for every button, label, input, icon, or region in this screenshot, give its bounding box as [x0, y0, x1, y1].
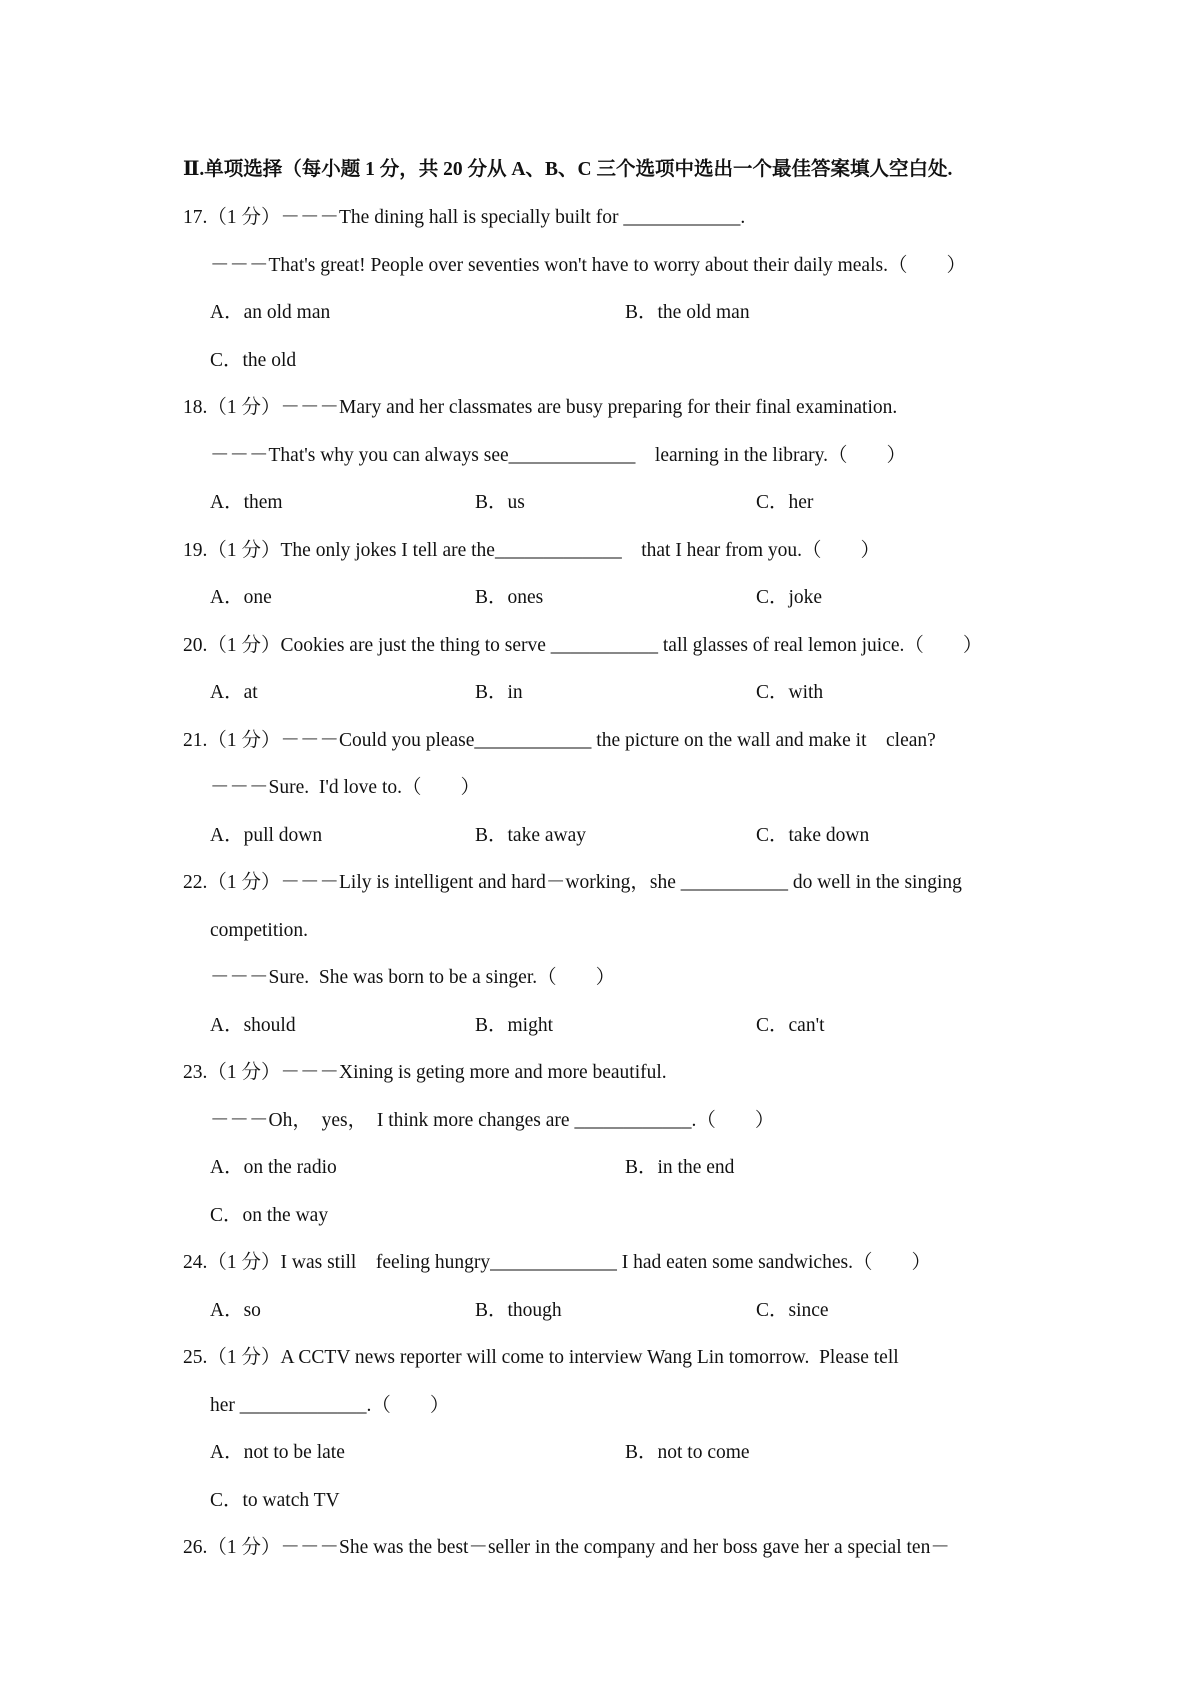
- question-text-after: I had eaten some sandwiches.（ ）: [616, 1252, 931, 1273]
- option-a: [210, 1014, 296, 1038]
- option-text: take away: [507, 824, 587, 846]
- option-text: though: [507, 1299, 562, 1321]
- question-21-line: [210, 776, 480, 800]
- option-letter: B．: [475, 682, 508, 703]
- option-letter: C．: [756, 1014, 789, 1036]
- option-b: [475, 824, 586, 848]
- option-letter: C．: [210, 1204, 243, 1226]
- option-text: might: [507, 1014, 554, 1036]
- question-number: 26.: [183, 1537, 208, 1558]
- option-text: an old man: [243, 302, 331, 323]
- question-17-line: [210, 254, 966, 278]
- option-text: should: [243, 1014, 296, 1036]
- option-text: joke: [788, 587, 823, 608]
- question-text-after: tall glasses of real lemon juice.（ ）: [658, 634, 983, 656]
- question-23-line: [183, 1061, 667, 1085]
- question-20-line: [183, 634, 982, 658]
- option-a: [210, 1441, 345, 1465]
- option-letter: C．: [756, 587, 789, 608]
- option-letter: C．: [756, 1299, 789, 1321]
- question-text: －－－Could you please: [280, 729, 475, 751]
- question-25-line: [183, 1346, 899, 1370]
- option-text: them: [243, 492, 283, 513]
- option-b: [625, 1441, 750, 1465]
- option-letter: A．: [210, 824, 244, 846]
- option-a: [210, 1299, 261, 1323]
- option-text: pull down: [243, 824, 323, 846]
- option-text: ones: [507, 587, 544, 608]
- question-text: her: [210, 1394, 240, 1416]
- option-a: [210, 1156, 337, 1180]
- question-score: （1 分）: [207, 397, 281, 418]
- question-22-line: [210, 966, 615, 990]
- option-text: on the radio: [243, 1157, 337, 1178]
- option-letter: C．: [210, 349, 243, 371]
- option-text: one: [243, 587, 272, 608]
- option-text: not to come: [657, 1442, 750, 1463]
- question-19-line: [183, 539, 880, 563]
- question-number: 21.: [183, 729, 208, 751]
- option-c: [756, 824, 869, 848]
- question-text: －－－Mary and her classmates are busy preparing for their final examination.: [280, 397, 898, 418]
- question-score: （1 分）: [207, 872, 281, 893]
- option-text: can't: [788, 1014, 825, 1036]
- option-b: [625, 1156, 734, 1180]
- question-text-after: .（ ）: [691, 1109, 775, 1131]
- option-letter: C．: [756, 682, 789, 703]
- question-21-line: [183, 729, 936, 753]
- option-letter: B．: [625, 302, 658, 323]
- answer-blank: _____________: [490, 1252, 617, 1273]
- option-text: in the end: [657, 1157, 735, 1178]
- option-a: [210, 491, 283, 515]
- option-b: [475, 491, 525, 515]
- question-17-line: [183, 206, 745, 230]
- option-c: [210, 1489, 340, 1513]
- question-text: －－－The dining hall is specially built for: [280, 207, 624, 228]
- option-c: [756, 586, 822, 610]
- question-text: －－－Sure. She was born to be a singer.（ ）: [210, 967, 616, 988]
- option-letter: C．: [756, 492, 789, 513]
- option-letter: B．: [625, 1442, 658, 1463]
- option-letter: C．: [756, 824, 789, 846]
- question-text-after: do well in the singing: [788, 872, 962, 893]
- option-letter: B．: [475, 824, 508, 846]
- answer-blank: _____________: [239, 1394, 367, 1416]
- option-c: [756, 1299, 829, 1323]
- question-number: 19.: [183, 539, 208, 561]
- question-number: 22.: [183, 872, 208, 893]
- option-a: [210, 586, 272, 610]
- option-c: [756, 1014, 825, 1038]
- option-a: [210, 681, 258, 705]
- question-24-line: [183, 1251, 931, 1275]
- option-letter: A．: [210, 1299, 244, 1321]
- option-letter: A．: [210, 682, 244, 703]
- option-letter: A．: [210, 1014, 244, 1036]
- question-number: 18.: [183, 397, 208, 418]
- section-heading: Ⅱ.单项选择（每小题 1 分，共 20 分从 A、B、C 三个选项中选出一个最佳答案填人空白处.: [183, 159, 953, 180]
- question-text: －－－Lily is intelligent and hard－working，she: [280, 872, 681, 893]
- option-b: [475, 1014, 553, 1038]
- option-b: [625, 301, 750, 325]
- option-text: the old man: [657, 302, 750, 323]
- question-text: competition.: [210, 919, 309, 941]
- option-text: not to be late: [243, 1442, 345, 1463]
- question-text: The only jokes I tell are the: [280, 539, 495, 561]
- question-score: （1 分）: [207, 634, 281, 656]
- option-text: the old: [242, 349, 297, 371]
- question-text: －－－That's great! People over seventies won't have to worry about their daily meals.（ ）: [210, 254, 966, 276]
- option-a: [210, 824, 322, 848]
- option-a: [210, 301, 330, 325]
- question-18-line: [210, 444, 906, 468]
- option-text: to watch TV: [242, 1489, 340, 1511]
- question-text: －－－Xining is geting more and more beautiful.: [280, 1062, 667, 1083]
- question-text-after: learning in the library.（ ）: [635, 444, 906, 466]
- question-number: 20.: [183, 634, 208, 656]
- question-text: A CCTV news reporter will come to interview Wang Lin tomorrow. Please tell: [280, 1347, 899, 1368]
- answer-blank: ____________: [574, 1109, 692, 1131]
- option-letter: A．: [210, 1442, 244, 1463]
- option-text: her: [788, 492, 814, 513]
- question-score: （1 分）: [207, 539, 281, 561]
- question-score: （1 分）: [207, 207, 281, 228]
- option-text: since: [788, 1299, 829, 1321]
- option-letter: A．: [210, 492, 244, 513]
- option-text: so: [243, 1299, 261, 1321]
- question-text-after: that I hear from you.（ ）: [621, 539, 881, 561]
- option-text: on the way: [242, 1204, 329, 1226]
- question-score: （1 分）: [207, 1347, 281, 1368]
- option-b: [475, 681, 523, 705]
- answer-blank: ____________: [474, 729, 592, 751]
- question-text: －－－Oh， yes， I think more changes are: [210, 1109, 575, 1131]
- answer-blank: ____________: [623, 207, 741, 228]
- option-letter: B．: [475, 492, 508, 513]
- question-text: －－－Sure. I'd love to.（ ）: [210, 777, 480, 798]
- question-number: 17.: [183, 207, 208, 228]
- option-letter: B．: [475, 1014, 508, 1036]
- option-c: [210, 1204, 328, 1228]
- question-number: 25.: [183, 1347, 208, 1368]
- option-b: [475, 1299, 562, 1323]
- question-18-line: [183, 396, 897, 420]
- option-b: [475, 586, 543, 610]
- answer-blank: ___________: [550, 634, 659, 656]
- question-score: （1 分）: [207, 1537, 281, 1558]
- answer-blank: ___________: [680, 872, 789, 893]
- question-23-line: [210, 1109, 774, 1133]
- option-letter: C．: [210, 1489, 243, 1511]
- question-22-line: [210, 919, 308, 943]
- question-text-after: the picture on the wall and make it clean?: [591, 729, 936, 751]
- question-22-line: [183, 871, 962, 895]
- question-score: （1 分）: [207, 1252, 281, 1273]
- question-text: I was still feeling hungry: [280, 1252, 491, 1273]
- answer-blank: _____________: [508, 444, 636, 466]
- option-letter: A．: [210, 587, 244, 608]
- question-text: －－－That's why you can always see: [210, 444, 509, 466]
- option-text: take down: [788, 824, 870, 846]
- question-text: －－－She was the best－seller in the company and her boss gave her a special ten－: [280, 1537, 950, 1558]
- option-c: [756, 681, 823, 705]
- option-text: us: [507, 492, 525, 513]
- question-26-line: [183, 1536, 950, 1560]
- question-number: 23.: [183, 1062, 208, 1083]
- question-25-line: [210, 1394, 449, 1418]
- option-letter: B．: [475, 1299, 508, 1321]
- option-text: with: [788, 682, 824, 703]
- option-letter: B．: [475, 587, 508, 608]
- option-text: at: [243, 682, 258, 703]
- question-text: Cookies are just the thing to serve: [280, 634, 551, 656]
- question-score: （1 分）: [207, 729, 281, 751]
- option-c: [756, 491, 813, 515]
- option-c: [210, 349, 296, 373]
- option-letter: A．: [210, 1157, 244, 1178]
- question-score: （1 分）: [207, 1062, 281, 1083]
- question-text-after: .: [740, 207, 746, 228]
- option-letter: A．: [210, 302, 244, 323]
- option-letter: B．: [625, 1157, 658, 1178]
- question-text-after: .（ ）: [366, 1394, 450, 1416]
- answer-blank: _____________: [494, 539, 622, 561]
- option-text: in: [507, 682, 523, 703]
- question-number: 24.: [183, 1252, 208, 1273]
